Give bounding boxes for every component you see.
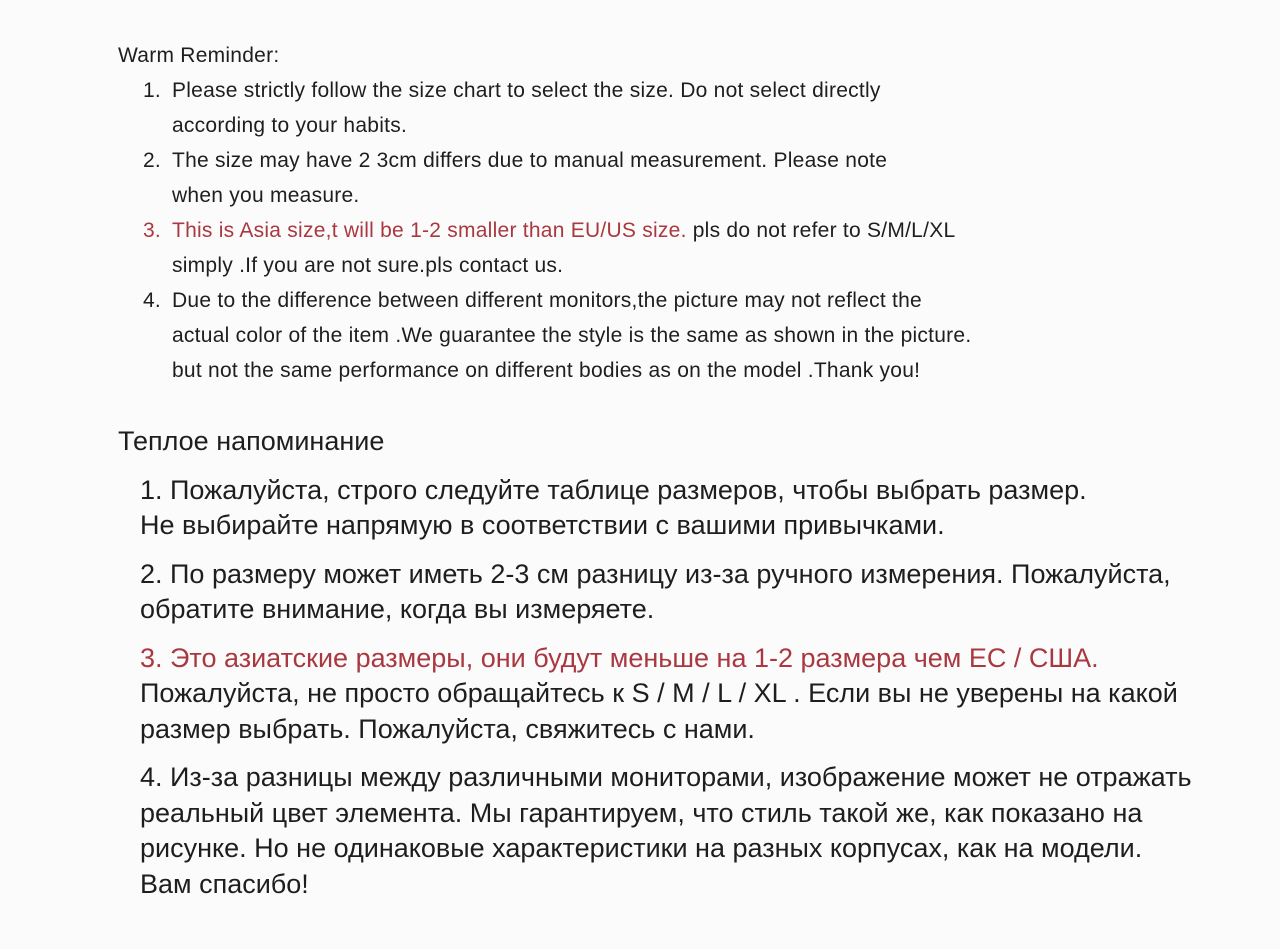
text-line: рисунке. Но не одинаковые характеристики на разных корпусах, как на модели. — [140, 833, 1143, 863]
english-section-title: Warm Reminder: — [118, 44, 280, 67]
english-item-3 — [143, 213, 1250, 283]
russian-section-title: Теплое напоминание — [118, 426, 385, 456]
item-text — [172, 143, 1250, 213]
text-line: Не выбирайте напрямую в соответствии с вашими привычками. — [140, 510, 945, 540]
item-text — [172, 283, 1250, 388]
item-text — [172, 73, 1250, 143]
russian-item-2 — [140, 557, 1250, 628]
text-line: simply .If you are not sure.pls contact us. — [172, 254, 564, 277]
text-line: actual color of the item .We guarantee the style is the same as shown in the picture. — [172, 324, 972, 347]
text-line: Пожалуйста, не просто обращайтесь к S / M / L / XL . Если вы не уверены на какой — [140, 678, 1178, 708]
text-line: 1. Пожалуйста, строго следуйте таблице размеров, чтобы выбрать размер. — [140, 474, 1087, 505]
text-line: when you measure. — [172, 184, 360, 207]
text-line: обратите внимание, когда вы измеряете. — [140, 594, 655, 624]
russian-reminder-section — [118, 424, 1250, 902]
text-line: Please strictly follow the size chart to select the size. Do not select directly — [172, 79, 881, 102]
text-line: The size may have 2 3cm differs due to manual measurement. Please note — [172, 149, 888, 172]
english-item-4 — [143, 283, 1250, 388]
russian-item-4 — [140, 760, 1250, 902]
english-reminder-list — [143, 73, 1250, 388]
text-line: реальный цвет элемента. Мы гарантируем, что стиль такой же, как показано на — [140, 797, 1143, 828]
text-line: Due to the difference between different monitors,the picture may not reflect the — [172, 289, 922, 312]
item-number: 1. — [143, 79, 162, 102]
english-item-1 — [143, 73, 1250, 143]
english-reminder-section — [118, 38, 1250, 388]
text-line: pls do not refer to S/M/L/XL — [686, 219, 956, 242]
text-line: according to your habits. — [172, 114, 408, 137]
russian-item-3 — [140, 641, 1250, 748]
text-line: 4. Из-за разницы между различными мониторами, изображение может не отражать — [140, 762, 1192, 792]
text-line: Вам спасибо! — [140, 868, 309, 899]
item-text — [172, 213, 1250, 283]
item-number: 4. — [143, 289, 162, 312]
red-highlight-text: This is Asia size,t will be 1-2 smaller than EU/US size. — [172, 219, 687, 242]
russian-item-1 — [140, 473, 1250, 544]
text-line: but not the same performance on different bodies as on the model .Thank you! — [172, 359, 921, 382]
item-number: 2. — [143, 149, 162, 172]
red-highlight-text: 3. Это азиатские размеры, они будут меньше на 1-2 размера чем ЕС / США. — [140, 642, 1099, 673]
text-line: размер выбрать. Пожалуйста, свяжитесь с нами. — [140, 713, 755, 744]
english-item-2 — [143, 143, 1250, 213]
text-line: 2. По размеру может иметь 2-3 см разницу из-за ручного измерения. Пожалуйста, — [140, 558, 1171, 589]
item-number: 3. — [143, 219, 162, 242]
